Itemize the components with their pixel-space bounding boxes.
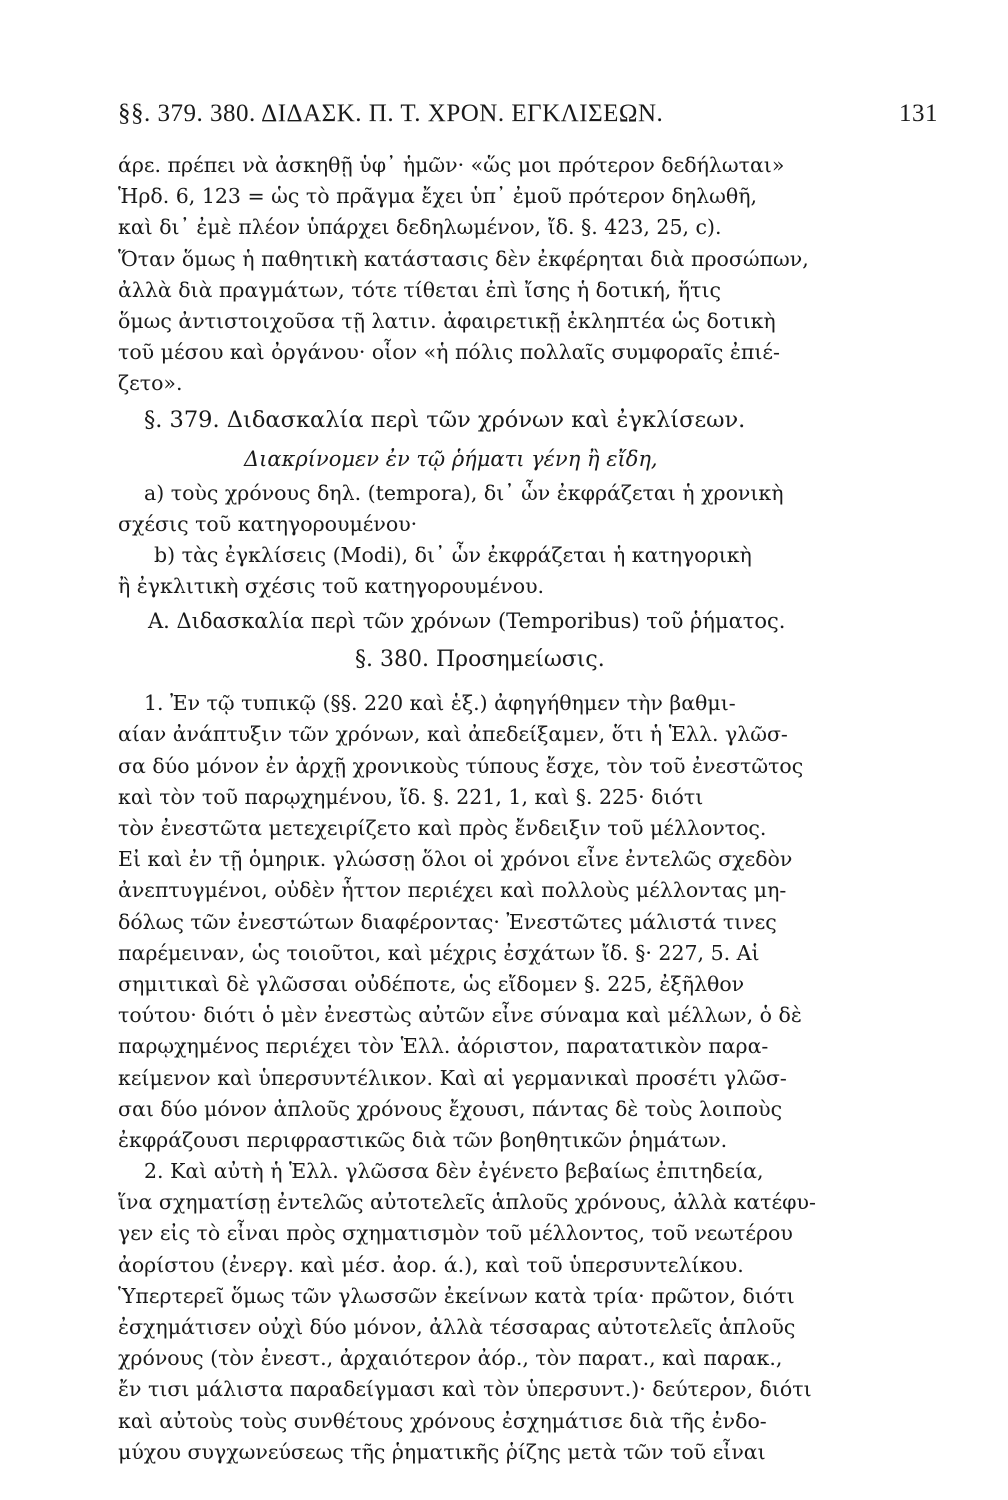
text-line: ὅμως ἀντιστοιχοῦσα τῇ λατιν. ἀφαιρετικῇ ἐκληπτέα ὡς δοτικὴ	[118, 308, 776, 333]
running-head	[118, 100, 938, 128]
text-line: ἵνα σχηματίσῃ ἐντελῶς αὐτοτελεῖς ἁπλοῦς χρόνους, ἀλλὰ κατέφυ-	[118, 1190, 816, 1215]
section-heading-380: §. 380. Προσημείωσις.	[355, 647, 605, 673]
text-line: κείμενον καὶ ὑπερσυντέλικον. Καὶ αἱ γερμανικαὶ προσέτι γλῶσ-	[118, 1065, 787, 1090]
body-text	[118, 150, 948, 1468]
text-line: μύχου συγχωνεύσεως τῆς ῥηματικῆς ῥίζης μετὰ τῶν τοῦ εἶναι	[118, 1439, 766, 1464]
text-line: καὶ αὐτοὺς τοὺς συνθέτους χρόνους ἐσχημάτισε διὰ τῆς ἐνδο-	[118, 1408, 767, 1433]
text-line: Εἰ καὶ ἐν τῇ ὁμηρικ. γλώσσῃ ὅλοι οἱ χρόνοι εἶνε ἐντελῶς σχεδὸν	[118, 847, 793, 872]
text-line: παρέμειναν, ὡς τοιοῦτοι, καὶ μέχρις ἐσχάτων ἴδ. §· 227, 5. Αἱ	[118, 940, 760, 965]
text-line: Ἡρδ. 6, 123 = ὡς τὸ πρᾶγμα ἔχει ὑπ᾽ ἐμοῦ πρότερον δηλωθῆ,	[118, 184, 758, 209]
text-line: άρε. πρέπει νὰ ἀσκηθῇ ὑφ᾽ ἡμῶν· «ὥς μοι πρότερον δεδήλωται»	[118, 153, 785, 177]
text-line: χρόνους (τὸν ἐνεστ., ἀρχαιότερον ἀόρ., τὸν παρατ., καὶ παρακ.,	[118, 1346, 783, 1371]
subsection-heading-a: Α. Διδασκαλία περὶ τῶν χρόνων (Temporibus) τοῦ ῥήματος.	[148, 609, 786, 634]
running-head-title: §§. 379. 380. ΔΙΔΑΣΚ. Π. Τ. ΧΡΟΝ. ΕΓΚΛΙΣΕΩΝ.	[118, 100, 664, 127]
text-line: ζετο».	[118, 371, 183, 396]
text-line: ἀορίστου (ἐνεργ. καὶ μέσ. ἀορ. ά.), καὶ τοῦ ὑπερσυντελίκου.	[118, 1252, 744, 1277]
list-item-a: a) τοὺς χρόνους δηλ. (tempora), δι᾽ ὧν ἐκφράζεται ἡ χρονικὴ	[144, 480, 784, 505]
text-line: σα δύο μόνον ἐν ἀρχῇ χρονικοὺς τύπους ἔσχε, τὸν τοῦ ἐνεστῶτος	[118, 753, 804, 778]
text-line: δόλως τῶν ἐνεστώτων διαφέροντας· Ἐνεστῶτες μάλιστά τινες	[118, 909, 777, 934]
text-line: σχέσις τοῦ κατηγορουμένου·	[118, 511, 418, 536]
text-line: γεν εἰς τὸ εἶναι πρὸς σχηματισμὸν τοῦ μέλλοντος, τοῦ νεωτέρου	[118, 1221, 793, 1246]
text-line: Ὅταν ὅμως ἡ παθητικὴ κατάστασις δὲν ἐκφέρηται διὰ προσώπων,	[118, 246, 809, 271]
text-line: παρῳχημένος περιέχει τὸν Ἑλλ. ἀόριστον, παρατατικὸν παρα-	[118, 1034, 769, 1059]
text-line: σαι δύο μόνον ἁπλοῦς χρόνους ἔχουσι, πάντας δὲ τοὺς λοιποὺς	[118, 1096, 783, 1121]
text-line: ἀνεπτυγμένοι, οὐδὲν ἧττον περιέχει καὶ πολλοὺς μέλλοντας μη-	[118, 878, 787, 903]
text-line: ἀλλὰ διὰ πραγμάτων, τότε τίθεται ἐπὶ ἴσης ἡ δοτική, ἥτις	[118, 277, 721, 302]
text-line: τοῦ μέσου καὶ ὀργάνου· οἷον «ἡ πόλις πολλαῖς συμφοραῖς ἐπιέ-	[118, 340, 780, 365]
text-line: καὶ τὸν τοῦ παρῳχημένου, ἴδ. §. 221, 1, καὶ §. 225· διότι	[118, 784, 704, 809]
text-line: ἔν τισι μάλιστα παραδείγμασι καὶ τὸν ὑπερσυντ.)· δεύτερον, διότι	[118, 1377, 812, 1402]
text-line: καὶ δι᾽ ἐμὲ πλέον ὑπάρχει δεδηλωμένον, ἴδ. §. 423, 25, c).	[118, 215, 722, 240]
text-line: ἐκφράζουσι περιφραστικῶς διὰ τῶν βοηθητικῶν ῥημάτων.	[118, 1127, 728, 1152]
text-line: Ὑπερτερεῖ ὅμως τῶν γλωσσῶν ἐκείνων κατὰ τρία· πρῶτον, διότι	[118, 1283, 795, 1308]
text-line: ἐσχημάτισεν οὐχὶ δύο μόνον, ἀλλὰ τέσσαρας αὐτοτελεῖς ἁπλοῦς	[118, 1315, 796, 1339]
text-line: τὸν ἐνεστῶτα μετεχειρίζετο καὶ πρὸς ἔνδειξιν τοῦ μέλλοντος.	[118, 816, 767, 840]
list-item-b: b) τὰς ἐγκλίσεις (Modi), δι᾽ ὧν ἐκφράζεται ἡ κατηγορικὴ	[154, 542, 752, 567]
section-intro: Διακρίνομεν ἐν τῷ ῥήματι γένη ἢ εἴδη,	[244, 446, 658, 471]
section-heading-379: §. 379. Διδασκαλία περὶ τῶν χρόνων καὶ ἐγκλίσεων.	[144, 406, 746, 433]
text-line: τούτου· διότι ὁ μὲν ἐνεστὼς αὐτῶν εἶνε σύναμα καὶ μέλλων, ὁ δὲ	[118, 1003, 802, 1028]
text-line: ἢ ἐγκλιτικὴ σχέσις τοῦ κατηγορουμένου.	[118, 574, 545, 599]
paragraph-1-start: 1. Ἐν τῷ τυπικῷ (§§. 220 καὶ ἑξ.) ἀφηγήθημεν τὴν βαθμι-	[144, 691, 736, 716]
text-line: αίαν ἀνάπτυξιν τῶν χρόνων, καὶ ἀπεδείξαμεν, ὅτι ἡ Ἑλλ. γλῶσ-	[118, 722, 788, 747]
paragraph-2-start: 2. Καὶ αὐτὴ ἡ Ἑλλ. γλῶσσα δὲν ἐγένετο βεβαίως ἐπιτηδεία,	[144, 1159, 764, 1184]
page-number: 131	[899, 100, 938, 127]
text-line: σημιτικαὶ δὲ γλῶσσαι οὐδέποτε, ὡς εἴδομεν §. 225, ἐξῆλθον	[118, 971, 745, 996]
